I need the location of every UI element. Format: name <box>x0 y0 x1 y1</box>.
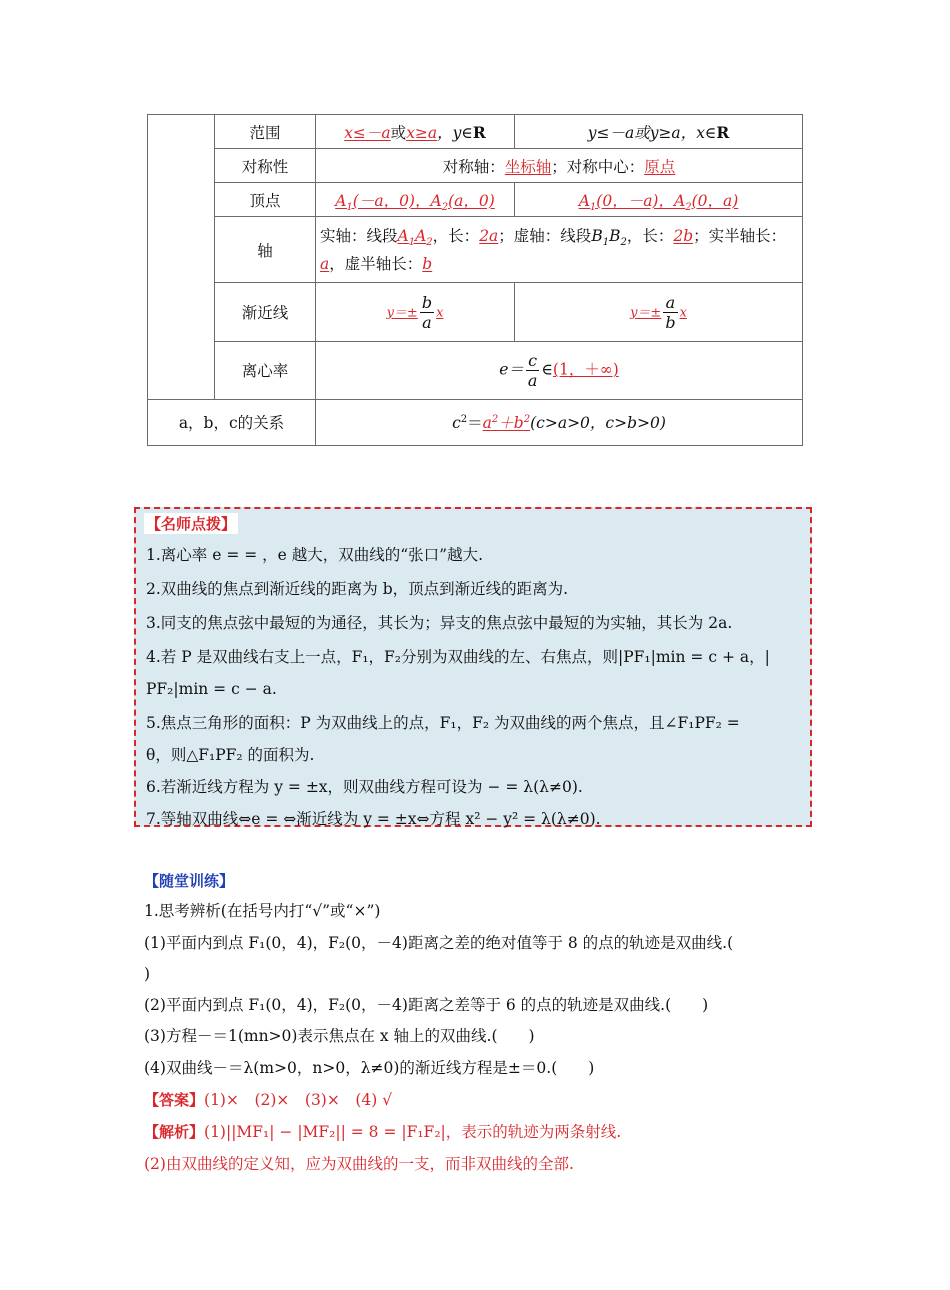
question-1-2: (2)平面内到点 F₁(0，4)，F₂(0，－4)距离之差等于 6 的点的轨迹是双曲线.( ) <box>144 996 709 1014</box>
eccentricity-range: (1，＋∞) <box>552 360 619 379</box>
axis-t5: ；实半轴长： <box>693 226 787 245</box>
tip-item-1: 1.离心率 e = = ，e 越大，双曲线的“张口”越大. <box>146 546 484 564</box>
question-1-3: (3)方程－＝1(mn>0)表示焦点在 x 轴上的双曲线.( ) <box>144 1027 535 1045</box>
axis-seg2b: B <box>609 226 621 245</box>
axis-seg2s2: 2 <box>620 236 627 248</box>
vertex-left-cell <box>316 183 515 217</box>
table-row-range <box>148 115 803 149</box>
asymptote-right-pre: y＝± <box>630 305 662 321</box>
range-left-tail: ，y∈ <box>437 123 473 142</box>
question-1-4: (4)双曲线－＝λ(m>0，n>0，λ≠0)的渐近线方程是±＝0.( ) <box>144 1059 595 1077</box>
axis-len2: 2b <box>673 226 694 245</box>
relation-cell <box>316 399 803 445</box>
table-row-vertex <box>148 183 803 217</box>
answer-line <box>144 1088 392 1112</box>
relation-b: b <box>513 414 524 433</box>
table-row-relation <box>148 399 803 445</box>
table-blank-cell <box>148 115 215 400</box>
vertex-left-a2sub: 2 <box>441 201 449 213</box>
row-label-vertex: 顶点 <box>215 183 316 217</box>
eccentricity-mid: ∈ <box>541 360 553 379</box>
range-left-cell <box>316 115 515 149</box>
range-right-cell <box>515 115 803 149</box>
eccentricity-num: c <box>526 351 540 371</box>
tip-item-6: 6.若渐近线方程为 y = ±x，则双曲线方程可设为 − = λ(λ≠0). <box>146 778 583 796</box>
eccentricity-cell <box>316 341 803 399</box>
tip-item-5-cont: θ，则△F₁PF₂ 的面积为. <box>146 746 315 764</box>
tip-item-2: 2.双曲线的焦点到渐近线的距离为 b，顶点到渐近线的距离为. <box>146 580 569 598</box>
asymptote-left-post: x <box>436 305 444 321</box>
axis-semi2: b <box>422 254 433 273</box>
row-label-eccentricity: 离心率 <box>215 341 316 399</box>
asymptote-left-den: a <box>422 312 432 332</box>
axis-seg2: B <box>591 226 603 245</box>
training-title: 【随堂训练】 <box>144 872 235 890</box>
asymptote-left-cell <box>316 283 515 341</box>
row-label-asymptote: 渐近线 <box>215 283 316 341</box>
symmetry-pre: 对称轴： <box>442 157 505 176</box>
eccentricity-pre: e＝ <box>499 360 524 379</box>
hyperbola-properties-table <box>147 114 803 446</box>
eccentricity-den: a <box>527 370 538 390</box>
axis-seg1s1: 1 <box>408 236 416 248</box>
tip-item-7: 7.等轴双曲线⇔e = ⇔渐近线为 y = ±x⇔方程 x² − y² = λ(λ≠0). <box>146 810 601 828</box>
symmetry-center: 原点 <box>644 157 676 176</box>
asymptote-right-num: a <box>663 293 677 313</box>
question-1: 1.思考辨析(在括号内打“√”或“×”) <box>144 902 381 920</box>
tips-title: 【名师点拨】 <box>146 515 237 533</box>
asymptote-left-num: b <box>421 292 433 312</box>
row-label-range: 范围 <box>215 115 316 149</box>
vertex-right-a1val: (0，－a) <box>596 191 659 210</box>
axis-t1: 实轴：线段 <box>320 226 398 245</box>
tip-item-5: 5.焦点三角形的面积：P 为双曲线上的点，F₁，F₂ 为双曲线的两个焦点，且∠F₁PF₂ = <box>146 714 740 732</box>
asymptote-right-den: b <box>665 312 676 332</box>
axis-len1: 2a <box>479 226 499 245</box>
axis-t3: ；虚轴：线段 <box>498 226 592 245</box>
asymptote-right-post: x <box>679 305 687 321</box>
table-row-eccentricity <box>148 341 803 399</box>
vertex-right-cell <box>515 183 803 217</box>
axis-seg1b: A <box>415 226 427 245</box>
relation-a-sup: 2 <box>491 414 499 426</box>
axis-seg1s2: 2 <box>426 236 433 248</box>
vertex-left-a1sub: 1 <box>346 201 353 213</box>
table-row-symmetry <box>148 149 803 183</box>
answer-label: 【答案】 <box>144 1091 205 1109</box>
axis-semi1: a <box>320 254 330 273</box>
axis-seg2s1: 1 <box>602 236 610 248</box>
asymptote-left-fraction <box>420 293 434 332</box>
analysis-text-1: (1)||MF₁| − |MF₂|| = 8 = |F₁F₂|，表示的轨迹为两条射线. <box>204 1123 622 1141</box>
range-left-p1: x≤－a <box>344 123 391 142</box>
row-label-symmetry: 对称性 <box>215 149 316 183</box>
relation-b-sup: 2 <box>523 414 531 426</box>
table-row-axis <box>148 217 803 283</box>
vertex-right-a2val: (0，a) <box>691 191 739 210</box>
range-left-mid: 或 <box>390 123 407 142</box>
symmetry-mid: ；对称中心： <box>551 157 645 176</box>
vertex-left-a1: A <box>335 191 347 210</box>
analysis-line-1 <box>144 1120 621 1144</box>
row-label-relation: a，b，c的关系 <box>148 399 316 445</box>
range-left-R: R <box>472 122 486 142</box>
teacher-tips-box <box>134 507 812 827</box>
vertex-left-a2: A <box>430 191 442 210</box>
range-right-R: R <box>716 122 730 142</box>
tip-item-3: 3.同支的焦点弦中最短的为通径，其长为；异支的焦点弦中最短的为实轴，其长为 2a. <box>146 614 733 632</box>
range-right-tail: ，x∈ <box>680 123 717 142</box>
vertex-left-a2val: (a，0) <box>448 191 495 210</box>
asymptote-right-fraction <box>663 293 677 332</box>
vertex-right-a2sub: 2 <box>685 201 692 213</box>
relation-plus: ＋ <box>498 414 514 433</box>
tip-item-4-cont: PF₂|min = c − a. <box>146 680 277 698</box>
range-left-p2: x≥a <box>406 123 438 142</box>
vertex-left-a1val: (－a，0) <box>352 191 415 210</box>
question-1-1-cont: ) <box>144 965 151 983</box>
symmetry-axis: 坐标轴 <box>504 157 552 176</box>
relation-eq: ＝ <box>467 414 483 433</box>
vertex-right-sep: ， <box>658 191 674 210</box>
relation-c: c <box>452 414 461 433</box>
relation-c-sup: 2 <box>460 414 468 426</box>
question-1-1: (1)平面内到点 F₁(0，4)，F₂(0，－4)距离之差的绝对值等于 8 的点的轨迹是双曲线.( <box>144 934 734 952</box>
analysis-label: 【解析】 <box>144 1123 205 1141</box>
axis-t2: ，长： <box>432 226 480 245</box>
symmetry-cell <box>316 149 803 183</box>
relation-a: a <box>482 414 492 433</box>
axis-t6: ，虚半轴长： <box>329 254 423 273</box>
answer-text: (1)× (2)× (3)× (4) √ <box>204 1091 393 1109</box>
asymptote-right-cell <box>515 283 803 341</box>
range-right-p1: y≤－a或y≥a <box>587 123 681 142</box>
analysis-line-2: (2)由双曲线的定义知，应为双曲线的一支，而非双曲线的全部. <box>144 1155 574 1173</box>
row-label-axis: 轴 <box>215 217 316 283</box>
vertex-right-a2: A <box>674 191 686 210</box>
axis-cell <box>316 217 803 283</box>
table-row-asymptote <box>148 283 803 341</box>
vertex-left-sep: ， <box>414 191 431 210</box>
asymptote-left-pre: y＝± <box>386 305 418 321</box>
tip-item-4: 4.若 P 是双曲线右支上一点，F₁，F₂分别为双曲线的左、右焦点，则|PF₁|min = c + a，| <box>146 648 770 666</box>
vertex-right-a1sub: 1 <box>589 201 597 213</box>
axis-t4: ，长： <box>626 226 674 245</box>
relation-cond: (c>a>0，c>b>0) <box>530 414 666 433</box>
axis-seg1: A <box>397 226 409 245</box>
vertex-right-a1: A <box>578 191 590 210</box>
eccentricity-fraction <box>526 351 540 390</box>
